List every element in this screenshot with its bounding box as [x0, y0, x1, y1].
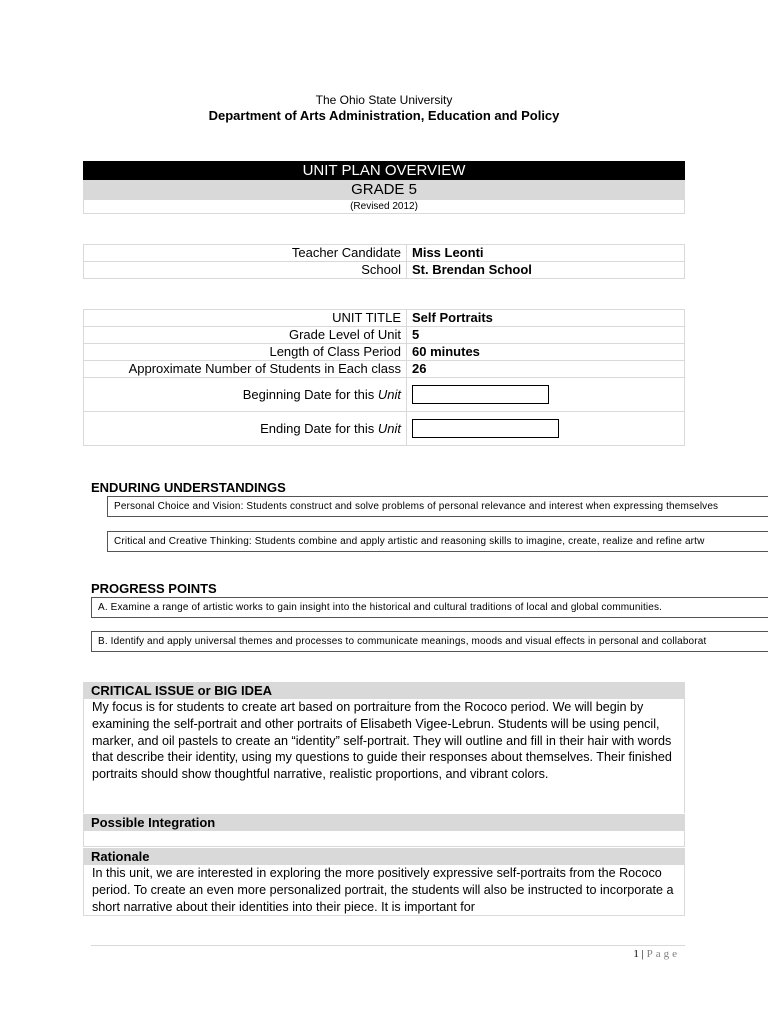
footer-divider	[91, 945, 685, 946]
unit-title-value: Self Portraits	[407, 310, 685, 327]
teacher-info-table	[83, 244, 685, 279]
page-footer	[560, 948, 680, 960]
ending-date-label-text: Ending Date for this	[260, 420, 378, 436]
student-count-label: Approximate Number of Students in Each class	[84, 361, 407, 378]
table-row	[84, 412, 685, 446]
table-row	[84, 361, 685, 378]
progress-points-heading: PROGRESS POINTS	[91, 581, 217, 596]
class-length-label: Length of Class Period	[84, 344, 407, 361]
table-row	[84, 344, 685, 361]
ending-date-unit-word: Unit	[377, 420, 401, 436]
table-row	[84, 378, 685, 412]
rationale-text: In this unit, we are interested in exploring the more positively expressive self-portraits from the Rococo period. To create an even more personalized portrait, the students will also be instructed to incorporate a short narrative about their identities into their piece. It is important for	[92, 866, 674, 914]
critical-issue-body	[83, 699, 685, 813]
rationale-heading: Rationale	[83, 848, 685, 865]
overview-revised: (Revised 2012)	[83, 199, 685, 214]
ending-date-cell	[407, 412, 685, 446]
critical-issue-text: My focus is for students to create art based on portraiture from the Rococo period. We will begin by examining the self-portrait and other portraits of Elisabeth Vigee-Lebrun. Students will be using pencil, marker, and oil pastels to create an “identity” self-portrait. They will outline and fill in their hair with words that describe their identity, using my questions to guide their responses about themselves. Their finished portraits should show thoughtful narrative, realistic proportions, and vibrant colors.	[92, 700, 672, 782]
department-name: Department of Arts Administration, Education and Policy	[208, 108, 560, 123]
ending-date-label	[84, 412, 407, 446]
class-length-value: 60 minutes	[407, 344, 685, 361]
beginning-date-cell	[407, 378, 685, 412]
beginning-date-field[interactable]	[412, 385, 549, 404]
university-name: The Ohio State University	[315, 93, 453, 107]
student-count-value: 26	[407, 361, 685, 378]
page-word: Page	[646, 948, 680, 960]
beginning-date-unit-word: Unit	[377, 386, 401, 402]
progress-point-item: B. Identify and apply universal themes and processes to communicate meanings, moods and visual effects in personal and collaborat	[91, 631, 768, 652]
school-value: St. Brendan School	[407, 262, 685, 279]
beginning-date-label-text: Beginning Date for this	[242, 386, 378, 402]
critical-issue-heading: CRITICAL ISSUE or BIG IDEA	[83, 682, 685, 699]
teacher-candidate-label: Teacher Candidate	[84, 245, 407, 262]
progress-point-item: A. Examine a range of artistic works to gain insight into the historical and cultural traditions of local and global communities.	[91, 597, 768, 618]
possible-integration-heading: Possible Integration	[83, 814, 685, 831]
table-row	[84, 262, 685, 279]
unit-title-label: UNIT TITLE	[84, 310, 407, 327]
grade-level-value: 5	[407, 327, 685, 344]
grade-level-label: Grade Level of Unit	[84, 327, 407, 344]
enduring-understanding-item: Personal Choice and Vision: Students construct and solve problems of personal relevance and interest when expressing themselves	[107, 496, 768, 517]
page-number: 1	[633, 948, 639, 960]
teacher-candidate-value: Miss Leonti	[407, 245, 685, 262]
possible-integration-body	[83, 831, 685, 847]
enduring-understandings-heading: ENDURING UNDERSTANDINGS	[91, 480, 286, 495]
overview-grade: GRADE 5	[83, 180, 685, 199]
ending-date-field[interactable]	[412, 419, 559, 438]
table-row	[84, 310, 685, 327]
overview-title: UNIT PLAN OVERVIEW	[83, 161, 685, 180]
unit-info-table	[83, 309, 685, 446]
school-label: School	[84, 262, 407, 279]
table-row	[84, 245, 685, 262]
beginning-date-label	[84, 378, 407, 412]
table-row	[84, 327, 685, 344]
page-separator: |	[638, 948, 647, 960]
enduring-understanding-item: Critical and Creative Thinking: Students combine and apply artistic and reasoning skills to imagine, create, realize and refine artw	[107, 531, 768, 552]
rationale-body	[83, 865, 685, 916]
